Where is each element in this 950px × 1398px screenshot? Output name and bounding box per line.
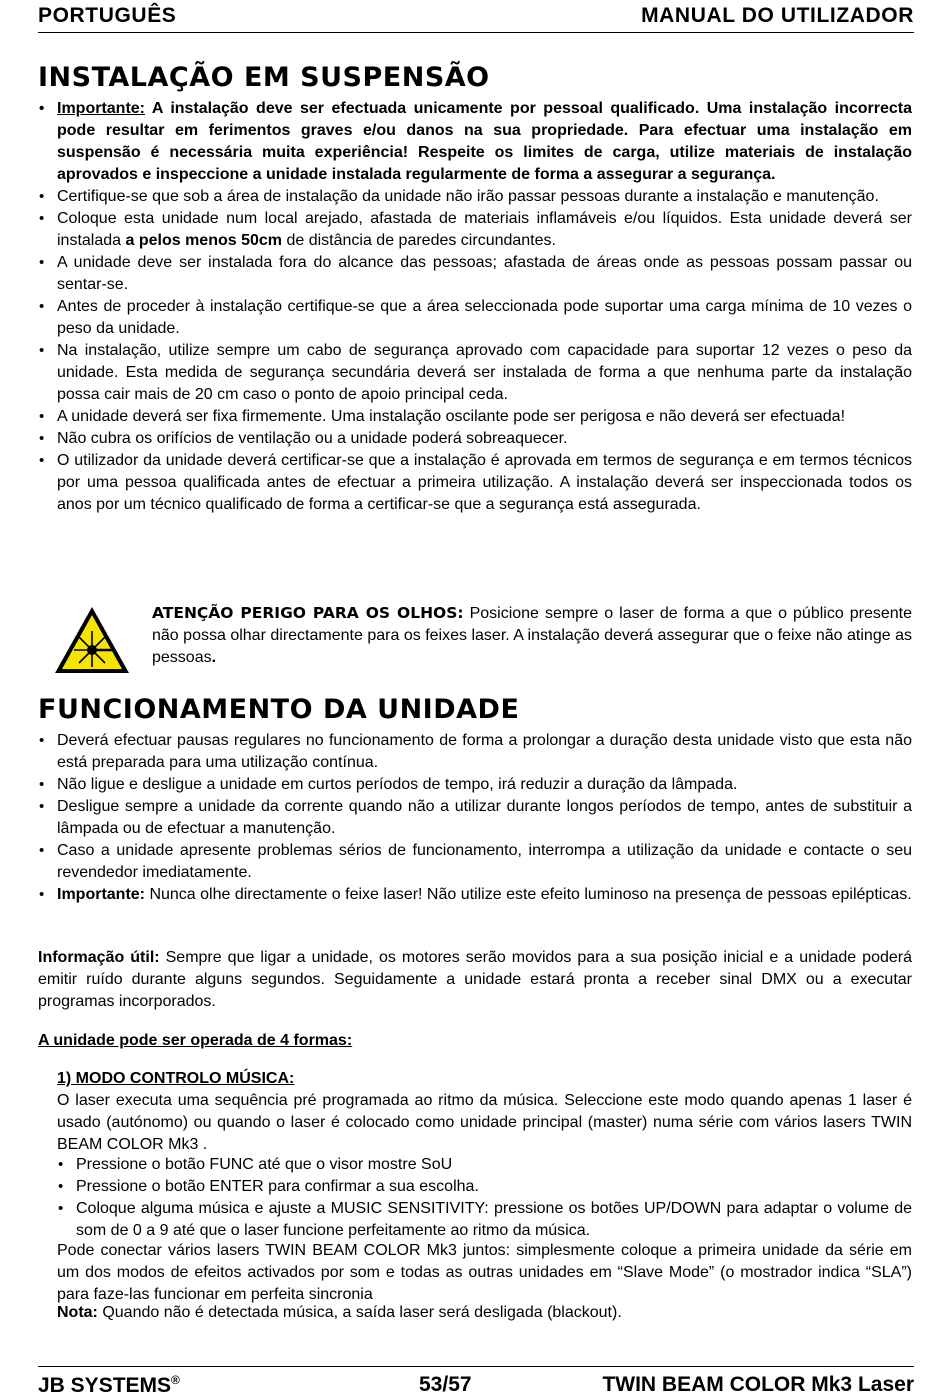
useful-info-paragraph: Informação útil: Sempre que ligar a unidade, os motores serão movidos para a sua posição inicial e a unidade poderá emitir ruído durante alguns segundos. Seguidamente a unidade estará pronta a receber sinal DMX ou a executar programas incorporados.	[38, 949, 912, 1010]
footer-brand: JB SYSTEMS®	[38, 1373, 180, 1397]
list-item: • Deverá efectuar pausas regulares no funcionamento de forma a prolongar a duração desta unidade visto que esta não está preparada para uma utilização contínua.	[38, 730, 912, 774]
section-title-operation: FUNCIONAMENTO DA UNIDADE	[38, 694, 520, 725]
page-number: 53/57	[419, 1373, 472, 1396]
note-paragraph: Nota: Quando não é detectada música, a saída laser será desligada (blackout).	[57, 1304, 622, 1321]
section-title-installation: INSTALAÇÃO EM SUSPENSÃO	[38, 62, 490, 93]
mode1-chain-paragraph: Pode conectar vários lasers TWIN BEAM COLOR Mk3 juntos: simplesmente coloque a primeira unidade da série em um dos modos de efeitos activados por som e todas as outras unidades em “Slave Mode” (o mostrador indica “SLA”) para faze-las funcionar em perfeita sincronia	[57, 1242, 912, 1303]
list-item: • O utilizador da unidade deverá certificar-se que a instalação é aprovada em termos de segurança e em termos técnicos por uma pessoa qualificada antes de efectuar a primeira utilização. A instalação deverá ser inspeccionada todos os anos por um técnico qualificado de forma a certificar-se que a segurança está assegurada.	[38, 450, 912, 516]
list-item: • A unidade deve ser instalada fora do alcance das pessoas; afastada de áreas onde as pessoas possam passar ou sentar-se.	[38, 252, 912, 296]
laser-warning-icon	[53, 605, 131, 675]
warning-title: ATENÇÃO PERIGO PARA OS OLHOS:	[152, 604, 464, 622]
installation-list	[38, 98, 912, 516]
list-item: • Não cubra os orifícios de ventilação ou a unidade poderá sobreaquecer.	[38, 428, 912, 450]
eye-danger-warning: ATENÇÃO PERIGO PARA OS OLHOS: Posicione sempre o laser de forma a que o público presente não possa olhar directamente para os feixes laser. A instalação deverá assegurar que o feixe não atinge as pessoas.	[152, 604, 912, 666]
list-item: • Não ligue e desligue a unidade em curtos períodos de tempo, irá reduzir a duração da lâmpada.	[38, 774, 912, 796]
list-item: • Certifique-se que sob a área de instalação da unidade não irão passar pessoas durante a instalação e manutenção.	[38, 186, 912, 208]
footer-product: TWIN BEAM COLOR Mk3 Laser	[602, 1373, 914, 1396]
list-item: • Desligue sempre a unidade da corrente quando não a utilizar durante longos períodos de tempo, antes de substituir a lâmpada ou de efectuar a manutenção.	[38, 796, 912, 840]
modes-heading: A unidade pode ser operada de 4 formas:	[38, 1032, 353, 1049]
list-item: • Coloque esta unidade num local arejado, afastada de materiais inflamáveis e/ou líquidos. Esta unidade deverá ser instalada a pelos menos 50cm de distância de paredes circundantes.	[38, 208, 912, 252]
list-item: • Pressione o botão ENTER para confirmar a sua escolha.	[57, 1176, 912, 1198]
page-footer	[38, 1366, 914, 1397]
list-item: • Pressione o botão FUNC até que o visor mostre SoU	[57, 1154, 912, 1176]
list-item: • Caso a unidade apresente problemas sérios de funcionamento, interrompa a utilização da unidade e contacte o seu revendedor imediatamente.	[38, 840, 912, 884]
header-manual-title: MANUAL DO UTILIZADOR	[641, 4, 914, 27]
header-language: PORTUGUÊS	[38, 4, 177, 27]
list-item: • Coloque alguma música e ajuste a MUSIC SENSITIVITY: pressione os botões UP/DOWN para adaptar o volume de som de 0 a 9 até que o laser funcione perfeitamente ao ritmo da música.	[57, 1198, 912, 1242]
list-item: • Importante: A instalação deve ser efectuada unicamente por pessoal qualificado. Uma instalação incorrecta pode resultar em ferimentos graves e/ou danos na sua propriedade. Para efectuar uma instalação em suspensão é necessária muita experiência! Respeite os limites de carga, utilize materiais de instalação aprovados e inspeccione a unidade instalada regularmente de forma a assegurar a segurança.	[38, 98, 912, 186]
mode1-heading: 1) MODO CONTROLO MÚSICA:	[57, 1070, 295, 1087]
mode1-description: O laser executa uma sequência pré programada ao ritmo da música. Seleccione este modo quando apenas 1 laser é usado (autónomo) ou quando o laser é colocado como unidade principal (master) numa série com vários lasers TWIN BEAM COLOR Mk3 .	[57, 1092, 912, 1153]
list-item: • A unidade deverá ser fixa firmemente. Uma instalação oscilante pode ser perigosa e não deverá ser efectuada!	[38, 406, 912, 428]
list-item: • Na instalação, utilize sempre um cabo de segurança aprovado com capacidade para suportar 12 vezes o peso da unidade. Esta medida de segurança secundária deverá ser instalada de forma a que nenhuma parte da instalação possa cair mais de 20 cm caso o ponto de apoio principal ceda.	[38, 340, 912, 406]
page-header	[38, 4, 914, 33]
operation-list	[38, 730, 912, 906]
mode1-steps	[57, 1154, 912, 1242]
list-item: • Importante: Nunca olhe directamente o feixe laser! Não utilize este efeito luminoso na presença de pessoas epilépticas.	[38, 884, 912, 906]
list-item: • Antes de proceder à instalação certifique-se que a área seleccionada pode suportar uma carga mínima de 10 vezes o peso da unidade.	[38, 296, 912, 340]
